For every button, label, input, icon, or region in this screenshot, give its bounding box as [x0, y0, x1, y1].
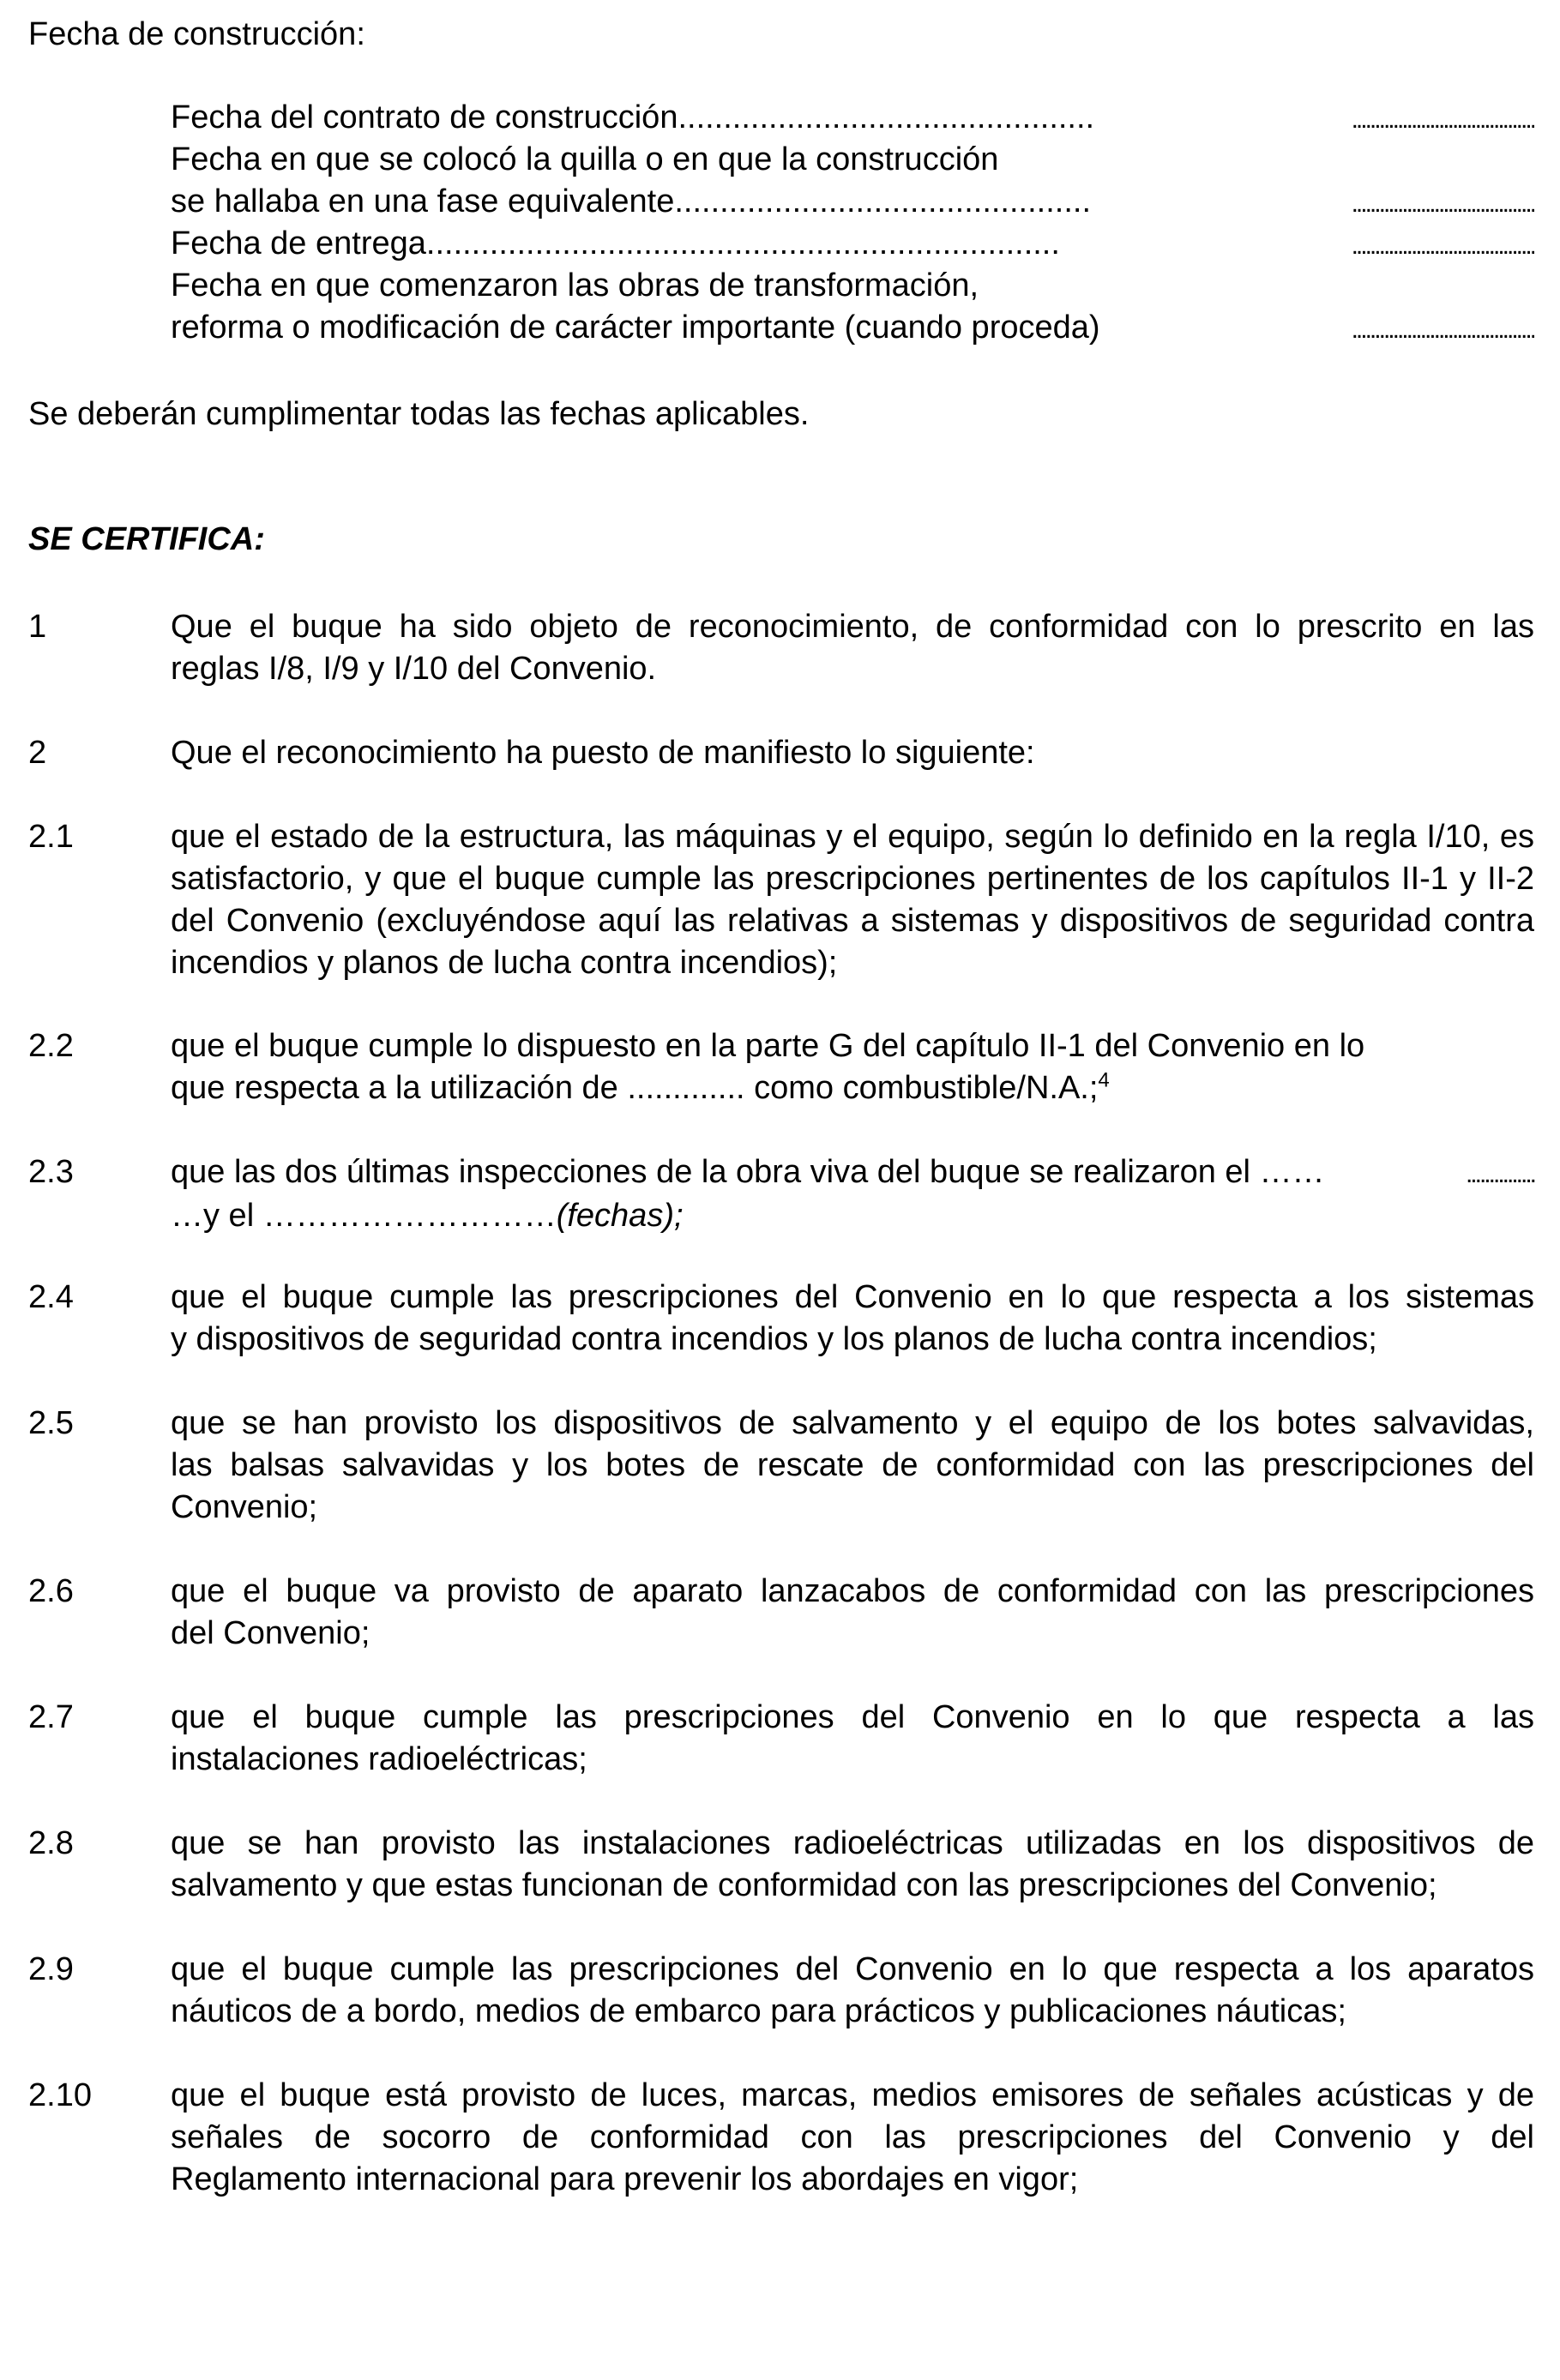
item-text: Que el reconocimiento ha puesto de manifiesto lo siguiente:: [171, 735, 1035, 771]
field-keel-date: [171, 181, 1534, 223]
construction-date-heading: Fecha de construcción:: [28, 16, 365, 52]
field-label: Fecha del contrato de construcción: [171, 99, 678, 135]
item-text: que el buque cumple las prescripciones del Convenio en lo que respecta a los aparatos náuticos de a bordo, medios de embarco para prácticos y publicaciones náuticas;: [171, 1951, 1534, 2029]
item-text: que el estado de la estructura, las máquinas y el equipo, según lo definido en la regla I/10, es satisfactorio, y que el buque cumple las prescripciones pertinentes de los capítulos II-1 y II-2 del Convenio (excluyéndose aquí las relativas a sistemas y dispositivos de seguridad contra incendios y planos de lucha contra incendios);: [171, 819, 1534, 981]
footnote-ref: 4: [1098, 1068, 1110, 1092]
item-2-6: [28, 1571, 1534, 1655]
field-label: se hallaba en una fase equivalente: [171, 183, 675, 219]
item-2-5: [28, 1403, 1534, 1529]
dot-leader: ..............................................: [678, 99, 1095, 135]
field-delivery-date: [171, 223, 1534, 265]
item-number: 2.3: [28, 1154, 74, 1190]
construction-date-fields: [171, 97, 1534, 349]
date-blank-delivery[interactable]: ........................................: [1351, 231, 1534, 260]
item-text: que el buque está provisto de luces, marcas, medios emisores de señales acústicas y de señales de socorro de conformidad con las prescripciones del Convenio y del Reglamento internacional para prevenir los abordajes en vigor;: [171, 2077, 1534, 2197]
item-2: [28, 732, 1534, 774]
item-2-7: [28, 1697, 1534, 1781]
date-blank-conversion[interactable]: ........................................: [1351, 316, 1534, 344]
item-text: que el buque cumple las prescripciones del Convenio en lo que respecta a los sistemas y dispositivos de seguridad contra incendios y los planos de lucha contra incendios;: [171, 1279, 1534, 1357]
item-number: 2.8: [28, 1825, 74, 1861]
item-1: [28, 606, 1534, 690]
dot-leader: ......................................................................: [425, 225, 1060, 261]
dot-leader: ..............................................: [674, 183, 1092, 219]
item-text: que el buque va provisto de aparato lanzacabos de conformidad con las prescripciones del Convenio;: [171, 1573, 1534, 1651]
item-number: 2.10: [28, 2077, 92, 2113]
item-number: 2.7: [28, 1699, 74, 1735]
date-blank-inspection[interactable]: ...............: [1465, 1160, 1534, 1188]
item-text: que el buque cumple las prescripciones del Convenio en lo que respecta a las instalaciones radioeléctricas;: [171, 1699, 1534, 1777]
item-2-4: [28, 1277, 1534, 1361]
se-certifica-heading: SE CERTIFICA:: [28, 521, 265, 557]
item-number: 2.2: [28, 1028, 74, 1064]
item-2-2: [28, 1025, 1534, 1109]
item-text: que se han provisto los dispositivos de salvamento y el equipo de los botes salvavidas, las balsas salvavidas y los botes de rescate de conformidad con las prescripciones del Convenio;: [171, 1405, 1534, 1525]
item-2-9: [28, 1949, 1534, 2033]
item-number: 1: [28, 609, 47, 645]
field-label: reforma o modificación de carácter importante (cuando proceda): [171, 310, 1100, 346]
item-text: que el buque cumple lo dispuesto en la parte G del capítulo II-1 del Convenio en lo que respecta a la utilización de ............. como combustible/N.A.;$^4$: [171, 1028, 1365, 1106]
item-text: que las dos últimas inspecciones de la obra viva del buque se realizaron el …… ............... …y el ………………………(fechas);: [171, 1154, 1534, 1234]
field-label: Fecha en que se colocó la quilla o en que la construcción: [171, 141, 999, 177]
item-number: 2.6: [28, 1573, 74, 1609]
item-2-3: [28, 1151, 1534, 1237]
field-conversion-date-line1: [171, 265, 1534, 307]
date-blank-keel[interactable]: ........................................: [1351, 189, 1534, 218]
item-number: 2.9: [28, 1951, 74, 1987]
item-2-1: [28, 816, 1534, 984]
item-2-8: [28, 1823, 1534, 1907]
item-text: Que el buque ha sido objeto de reconocimiento, de conformidad con lo prescrito en las reglas I/8, I/9 y I/10 del Convenio.: [171, 609, 1534, 687]
field-keel-date-line1: [171, 139, 1534, 181]
field-conversion-date: [171, 307, 1534, 349]
item-text: que se han provisto las instalaciones radioeléctricas utilizadas en los dispositivos de salvamento y que estas funcionan de conformidad con las prescripciones del Convenio;: [171, 1825, 1534, 1903]
field-label: Fecha en que comenzaron las obras de transformación,: [171, 267, 979, 304]
field-label: Fecha de entrega: [171, 225, 426, 261]
item-number: 2: [28, 735, 47, 771]
field-contract-date: [171, 97, 1534, 139]
item-number: 2.1: [28, 819, 74, 855]
applicable-dates-note: Se deberán cumplimentar todas las fechas aplicables.: [28, 396, 810, 432]
item-2-10: [28, 2075, 1534, 2201]
date-blank-contract[interactable]: ........................................: [1351, 105, 1534, 134]
item-number: 2.4: [28, 1279, 74, 1315]
item-number: 2.5: [28, 1405, 74, 1441]
